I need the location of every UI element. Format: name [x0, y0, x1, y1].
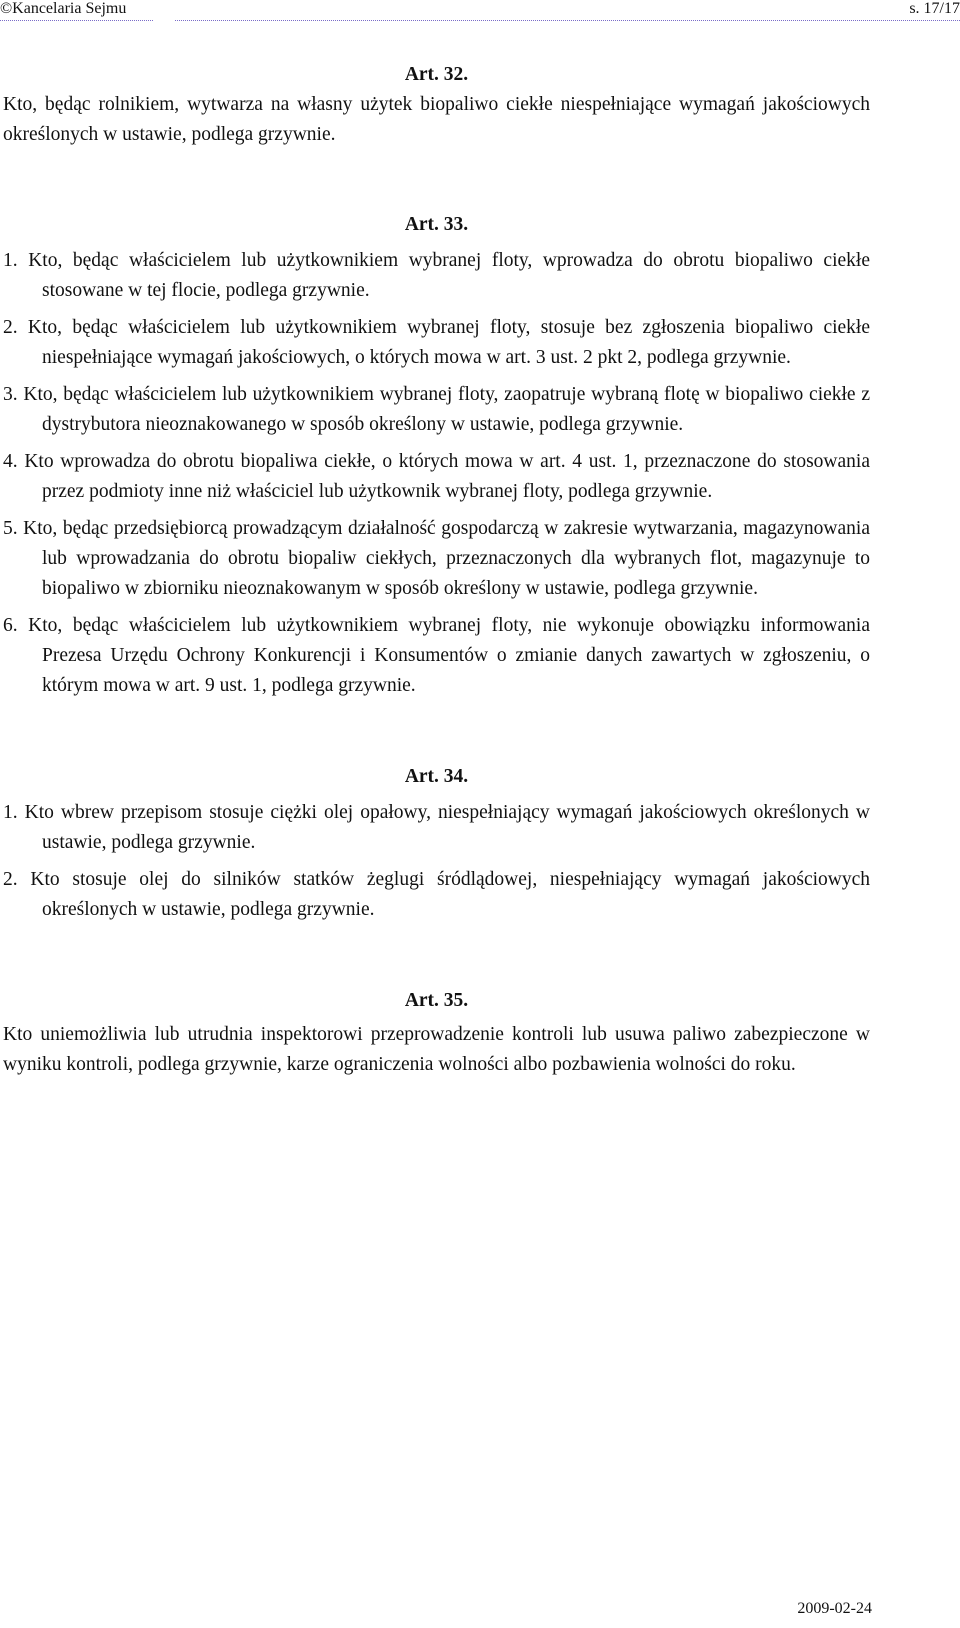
spacer [3, 932, 870, 986]
article-title: Art. 33. [404, 214, 469, 235]
article-text: Kto uniemożliwia lub utrudnia inspektorowi przeprowadzenie kontroli lub usuwa paliwo zabezpieczone w wyniku kontroli, podlega grzywnie, karze ograniczenia wolności albo pozbawienia wolności do roku. [3, 1024, 870, 1075]
article-paragraph: 1. Kto, będąc właścicielem lub użytkownikiem wybranej floty, wprowadza do obrotu biopaliwo ciekłe stosowane w tej flocie, podlega grzywnie. [3, 250, 870, 301]
header-rule-right [175, 20, 960, 21]
article-paragraph: 4. Kto wprowadza do obrotu biopaliwa ciekłe, o których mowa w art. 4 ust. 1, przeznaczone do stosowania przez podmioty inne niż właściciel lub użytkownik wybranej floty, podlega grzywnie. [3, 451, 870, 502]
article-34 [3, 762, 870, 925]
article-32 [3, 60, 870, 150]
article-paragraph: 6. Kto, będąc właścicielem lub użytkownikiem wybranej floty, nie wykonuje obowiązku informowania Prezesa Urzędu Ochrony Konkurencji i Konsumentów o zmianie danych zawartych w zgłoszeniu, o którym mowa w art. 9 ust. 1, podlega grzywnie. [3, 615, 870, 696]
article-paragraph: 1. Kto wbrew przepisom stosuje ciężki olej opałowy, niespełniający wymagań jakościowych określonych w ustawie, podlega grzywnie. [3, 802, 870, 853]
article-33 [3, 210, 870, 701]
page-header [0, 0, 960, 22]
article-paragraph: 3. Kto, będąc właścicielem lub użytkownikiem wybranej floty, zaopatruje wybraną flotę w biopaliwo ciekłe z dystrybutora nieoznakowanego w sposób określony w ustawie, podlega grzywnie. [3, 384, 870, 435]
article-paragraph: 2. Kto, będąc właścicielem lub użytkownikiem wybranej floty, stosuje bez zgłoszenia biopaliwo ciekłe niespełniające wymagań jakościowych, o których mowa w art. 3 ust. 2 pkt 2, podlega grzywnie. [3, 317, 870, 368]
article-paragraph: 5. Kto, będąc przedsiębiorcą prowadzącym działalność gospodarczą w zakresie wytwarzania, magazynowania lub wprowadzania do obrotu biopaliw ciekłych, przeznaczonych dla wybranych flot, magazynuje to biopaliwo w zbiorniku nieoznakowanym w sposób określony w ustawie, podlega grzywnie. [3, 518, 870, 599]
article-text: Kto, będąc rolnikiem, wytwarza na własny użytek biopaliwo ciekłe niespełniające wymagań jakościowych określonych w ustawie, podlega grzywnie. [3, 94, 870, 145]
article-title: Art. 35. [404, 990, 469, 1011]
spacer [3, 150, 870, 210]
article-35 [3, 986, 870, 1080]
footer-date: 2009-02-24 [797, 1600, 872, 1617]
header-rule-left [0, 20, 153, 21]
document-body [3, 60, 870, 1080]
header-page-number: s. 17/17 [909, 0, 960, 17]
article-paragraph: 2. Kto stosuje olej do silników statków żeglugi śródlądowej, niespełniający wymagań jakościowych określonych w ustawie, podlega grzywnie. [3, 869, 870, 920]
header-source: ©Kancelaria Sejmu [0, 0, 127, 17]
article-title: Art. 34. [404, 766, 469, 787]
article-title: Art. 32. [404, 64, 469, 85]
spacer [3, 708, 870, 762]
